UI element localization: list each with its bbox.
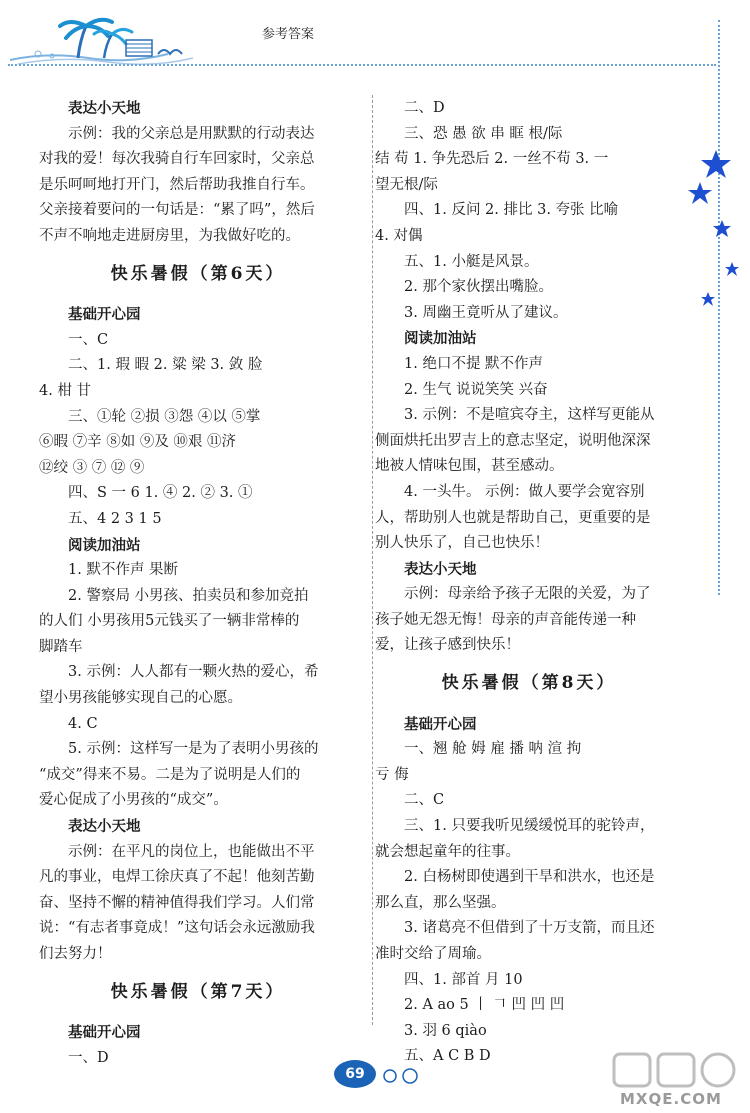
answer-line: 2. 警察局 小男孩、拍卖员和参加竞拍	[68, 587, 309, 604]
answer-line: 脚踏车	[39, 638, 83, 655]
answer-line: 结 苟 1. 争先恐后 2. 一丝不苟 3. 一	[375, 151, 609, 168]
answer-line: 一、翘 舱 姆 雇 播 呐 渲 拘	[404, 741, 582, 758]
answer-line: 四、1. 反问 2. 排比 3. 夸张 比喻	[404, 202, 619, 219]
answer-line: “成交”得来不易。二是为了说明是人们的	[39, 766, 301, 783]
answer-line: 对我的爱！每次我骑自行车回家时，父亲总	[39, 151, 315, 168]
page-header	[0, 0, 750, 80]
answer-line: 4. 对偶	[375, 227, 423, 244]
answer-line: 三、恐 愚 欲 串 眶 根/际	[404, 125, 563, 142]
answer-line: 五、1. 小艇是风景。	[404, 253, 539, 270]
answer-line: 就会想起童年的往事。	[375, 843, 520, 860]
answer-line: 别人快乐了，自己也快乐！	[375, 535, 549, 552]
answer-line: 说：“有志者事竟成！”这句话会永远激励我	[39, 920, 315, 937]
subsection-heading: 阅读加油站	[68, 536, 141, 554]
answer-line: 奋、坚持不懈的精神值得我们学习。人们常	[39, 894, 315, 911]
answer-line: 4. C	[68, 715, 98, 732]
answer-line: 爱，让孩子感到快乐！	[375, 637, 520, 654]
answer-line: 示例：在平凡的岗位上，也能做出不平	[68, 843, 315, 860]
answer-line: 示例：母亲给予孩子无限的关爱，为了	[404, 586, 651, 603]
subsection-heading: 表达小天地	[404, 560, 477, 578]
answer-line: 二、D	[404, 100, 445, 116]
answer-line: 望小男孩能够实现自己的心愿。	[39, 690, 242, 707]
answer-line: 人，帮助别人也就是帮助自己，更重要的是	[375, 509, 651, 526]
left-column	[39, 96, 357, 1071]
answer-line: 2. 那个家伙摆出嘴脸。	[404, 279, 553, 296]
watermark-text: MXQE.COM	[620, 1090, 722, 1108]
answer-line: 2. A ao 5 丨 𠃍 凹 凹 凹	[404, 997, 565, 1014]
column-divider	[372, 95, 373, 1025]
answer-line: 3. 示例：不是喧宾夺主，这样写更能从	[404, 407, 655, 424]
page-title: 参考答案	[262, 27, 315, 42]
section-title: 快乐暑假（第7天）	[110, 981, 286, 1002]
answer-line: 3. 示例：人人都有一颗火热的爱心，希	[68, 664, 319, 681]
header-divider	[8, 64, 716, 66]
page-number: 69	[334, 1060, 376, 1088]
answer-line: 亏 侮	[375, 766, 409, 783]
answer-line: 孩子她无怨无悔！母亲的声音能传递一种	[375, 611, 636, 628]
answer-line: 二、C	[404, 792, 445, 809]
subsection-heading: 表达小天地	[68, 818, 141, 836]
answer-line: 三、①轮 ②损 ③怨 ④以 ⑤掌	[68, 408, 261, 425]
answer-line: 示例：我的父亲总是用默默的行动表达	[68, 125, 315, 142]
section-title: 快乐暑假（第6天）	[110, 263, 286, 284]
answer-line: 是乐呵呵地打开门，然后帮助我推自行车。	[39, 176, 315, 193]
answer-line: 2. 白杨树即使遇到干旱和洪水，也还是	[404, 869, 655, 886]
answer-line: 五、4 2 3 1 5	[68, 510, 162, 527]
answer-line: 3. 周幽王竟听从了建议。	[404, 304, 568, 321]
answer-line: 的人们 小男孩用5元钱买了一辆非常棒的	[39, 613, 300, 630]
answer-line: 1. 绝口不提 默不作声	[404, 355, 544, 372]
subsection-heading: 表达小天地	[68, 100, 141, 117]
answer-line: 三、1. 只要我听见缓缓悦耳的驼铃声，	[404, 818, 655, 835]
answer-line: 2. 生气 说说笑笑 兴奋	[404, 381, 548, 398]
answer-line: 一、C	[68, 331, 109, 348]
answer-line: 父亲接着要问的一句话是：“累了吗”，然后	[39, 202, 315, 219]
answer-line: 四、1. 部首 月 10	[404, 971, 523, 988]
answer-line: 准时交给了周瑜。	[375, 946, 491, 962]
answer-line: 们去努力！	[39, 946, 112, 962]
answer-line: 凡的事业，电焊工徐庆真了不起！他刻苦勤	[39, 869, 315, 886]
bubble-decoration-icon	[378, 1066, 428, 1086]
answer-line: 五、A C B D	[404, 1048, 491, 1065]
answer-line: 1. 默不作声 果断	[68, 562, 179, 579]
answer-line: 不声不响地走进厨房里，为我做好吃的。	[39, 227, 300, 244]
answer-line: 侧面烘托出罗吉上的意志坚定，说明他深深	[375, 432, 651, 449]
subsection-heading: 基础开心园	[404, 715, 477, 733]
answer-line: 四、S 一 6 1. ④ 2. ② 3. ①	[68, 485, 253, 502]
answer-line: 5. 示例：这样写一是为了表明小男孩的	[68, 741, 319, 758]
subsection-heading: 基础开心园	[68, 1024, 141, 1042]
answer-line: 爱心促成了小男孩的“成交”。	[39, 792, 228, 809]
subsection-heading: 基础开心园	[68, 306, 141, 324]
answer-line: ⑫绞 ③ ⑦ ⑫ ⑨	[39, 459, 145, 476]
answer-line: 4. 柑 甘	[39, 382, 92, 399]
answer-line: 一、D	[68, 1049, 109, 1066]
answer-line: 3. 羽 6 qiào	[404, 1022, 487, 1039]
answer-line: 二、1. 瑕 暇 2. 粱 梁 3. 敛 脸	[68, 357, 263, 374]
palm-tree-logo-icon	[8, 14, 198, 70]
watermark-logo-icon	[612, 1050, 742, 1090]
section-title: 快乐暑假（第8天）	[441, 673, 617, 694]
answer-line: ⑥暇 ⑦辛 ⑧如 ⑨及 ⑩艰 ⑪济	[39, 434, 237, 451]
answer-line: 地被人情味包围，甚至感动。	[375, 458, 564, 475]
subsection-heading: 阅读加油站	[404, 330, 477, 348]
star-decoration-icon	[686, 150, 746, 320]
answer-line: 4. 一头牛。 示例：做人要学会宽容别	[404, 483, 645, 500]
answer-line: 那么直，那么坚强。	[375, 894, 506, 911]
answer-line: 3. 诸葛亮不但借到了十万支箭，而且还	[404, 920, 655, 937]
answer-line: 望无根/际	[375, 176, 438, 193]
right-column	[375, 96, 683, 1070]
